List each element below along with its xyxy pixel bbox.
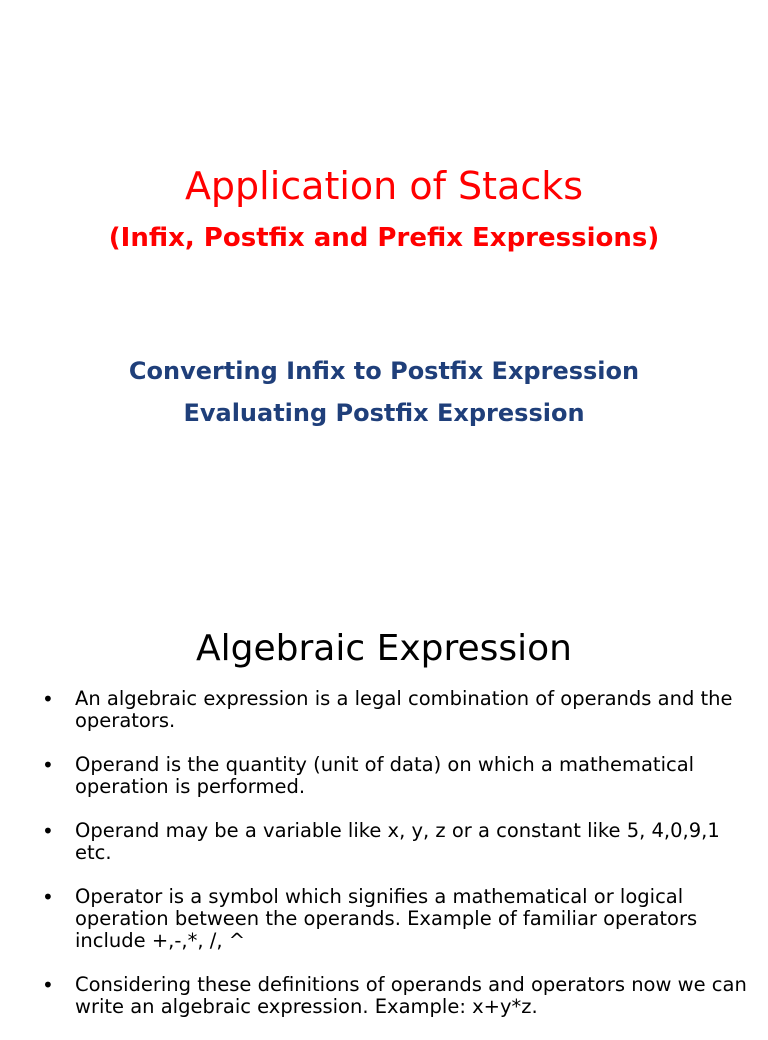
bullet-item bbox=[0, 974, 768, 1018]
topic-item: Converting Infix to Postfix Expression bbox=[128, 357, 640, 385]
bullet-item bbox=[0, 688, 768, 732]
bullet-text: Operand is the quantity (unit of data) on which a mathematical operation is performed. bbox=[75, 753, 695, 798]
bullet-list bbox=[0, 688, 768, 1040]
bullet-dot-icon: • bbox=[42, 753, 54, 777]
bullet-dot-icon: • bbox=[42, 973, 54, 997]
bullet-text: Considering these definitions of operands and operators now we can write an algebraic expression. Example: x+y*z. bbox=[75, 973, 747, 1018]
bullet-text: Operator is a symbol which signifies a mathematical or logical operation between the operands. Example of familiar operators include +,-,*, /, ^ bbox=[75, 885, 698, 952]
bullet-text: Operand may be a variable like x, y, z or a constant like 5, 4,0,9,1 etc. bbox=[75, 819, 720, 864]
topic-list bbox=[0, 350, 768, 434]
bullet-text: An algebraic expression is a legal combination of operands and the operators. bbox=[75, 687, 733, 732]
bullet-dot-icon: • bbox=[42, 687, 54, 711]
bullet-item bbox=[0, 754, 768, 798]
bullet-dot-icon: • bbox=[42, 819, 54, 843]
topic-item: Evaluating Postfix Expression bbox=[183, 399, 585, 427]
slide-title: Application of Stacks bbox=[184, 164, 584, 208]
bullet-dot-icon: • bbox=[42, 885, 54, 909]
bullet-item bbox=[0, 820, 768, 864]
slide-subtitle: (Infix, Postfix and Prefix Expressions) bbox=[108, 223, 660, 253]
bullet-item bbox=[0, 886, 768, 952]
section-heading: Algebraic Expression bbox=[196, 628, 572, 669]
